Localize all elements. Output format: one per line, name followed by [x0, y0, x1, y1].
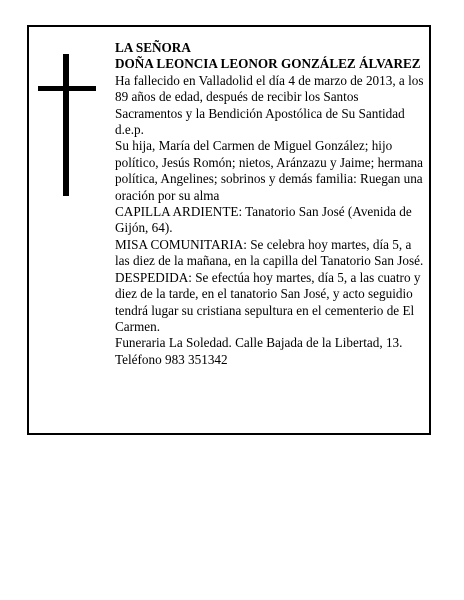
cross-vertical-bar [63, 54, 69, 196]
wake-location: CAPILLA ARDIENTE: Tanatorio San José (Avenida de Gijón, 64). [115, 204, 412, 236]
obituary-text [115, 40, 425, 368]
cross-icon [38, 54, 96, 196]
farewell-info: DESPEDIDA: Se efectúa hoy martes, día 5, a las cuatro y diez de la tarde, en el tanatorio San José, y acto seguidio tendrá lugar su cristiana sepultura en el cementerio de El Carmen. [115, 269, 421, 334]
funeral-home-contact: Funeraria La Soledad. Calle Bajada de la Libertad, 13. Teléfono 983 351342 [115, 335, 403, 367]
death-announcement: Ha fallecido en Valladolid el día 4 de marzo de 2013, a los 89 años de edad, después de recibir los Santos Sacramentos y la Bendición Apostólica de Su Santidad d.e.p. [115, 72, 424, 138]
deceased-name: DOÑA LEONCIA LEONOR GONZÁLEZ ÁLVAREZ [115, 56, 421, 72]
cross-horizontal-bar [38, 86, 96, 91]
notice-title: LA SEÑORA [115, 40, 191, 55]
mass-info: MISA COMUNITARIA: Se celebra hoy martes, día 5, a las diez de la mañana, en la capilla del Tanatorio San José. [115, 236, 424, 269]
family-list: Su hija, María del Carmen de Miguel González; hijo político, Jesús Romón; nietos, Aránzazu y Jaime; hermana política, Angelines; sobrinos y demás familia: Ruegan una oración por su alma [115, 138, 424, 203]
